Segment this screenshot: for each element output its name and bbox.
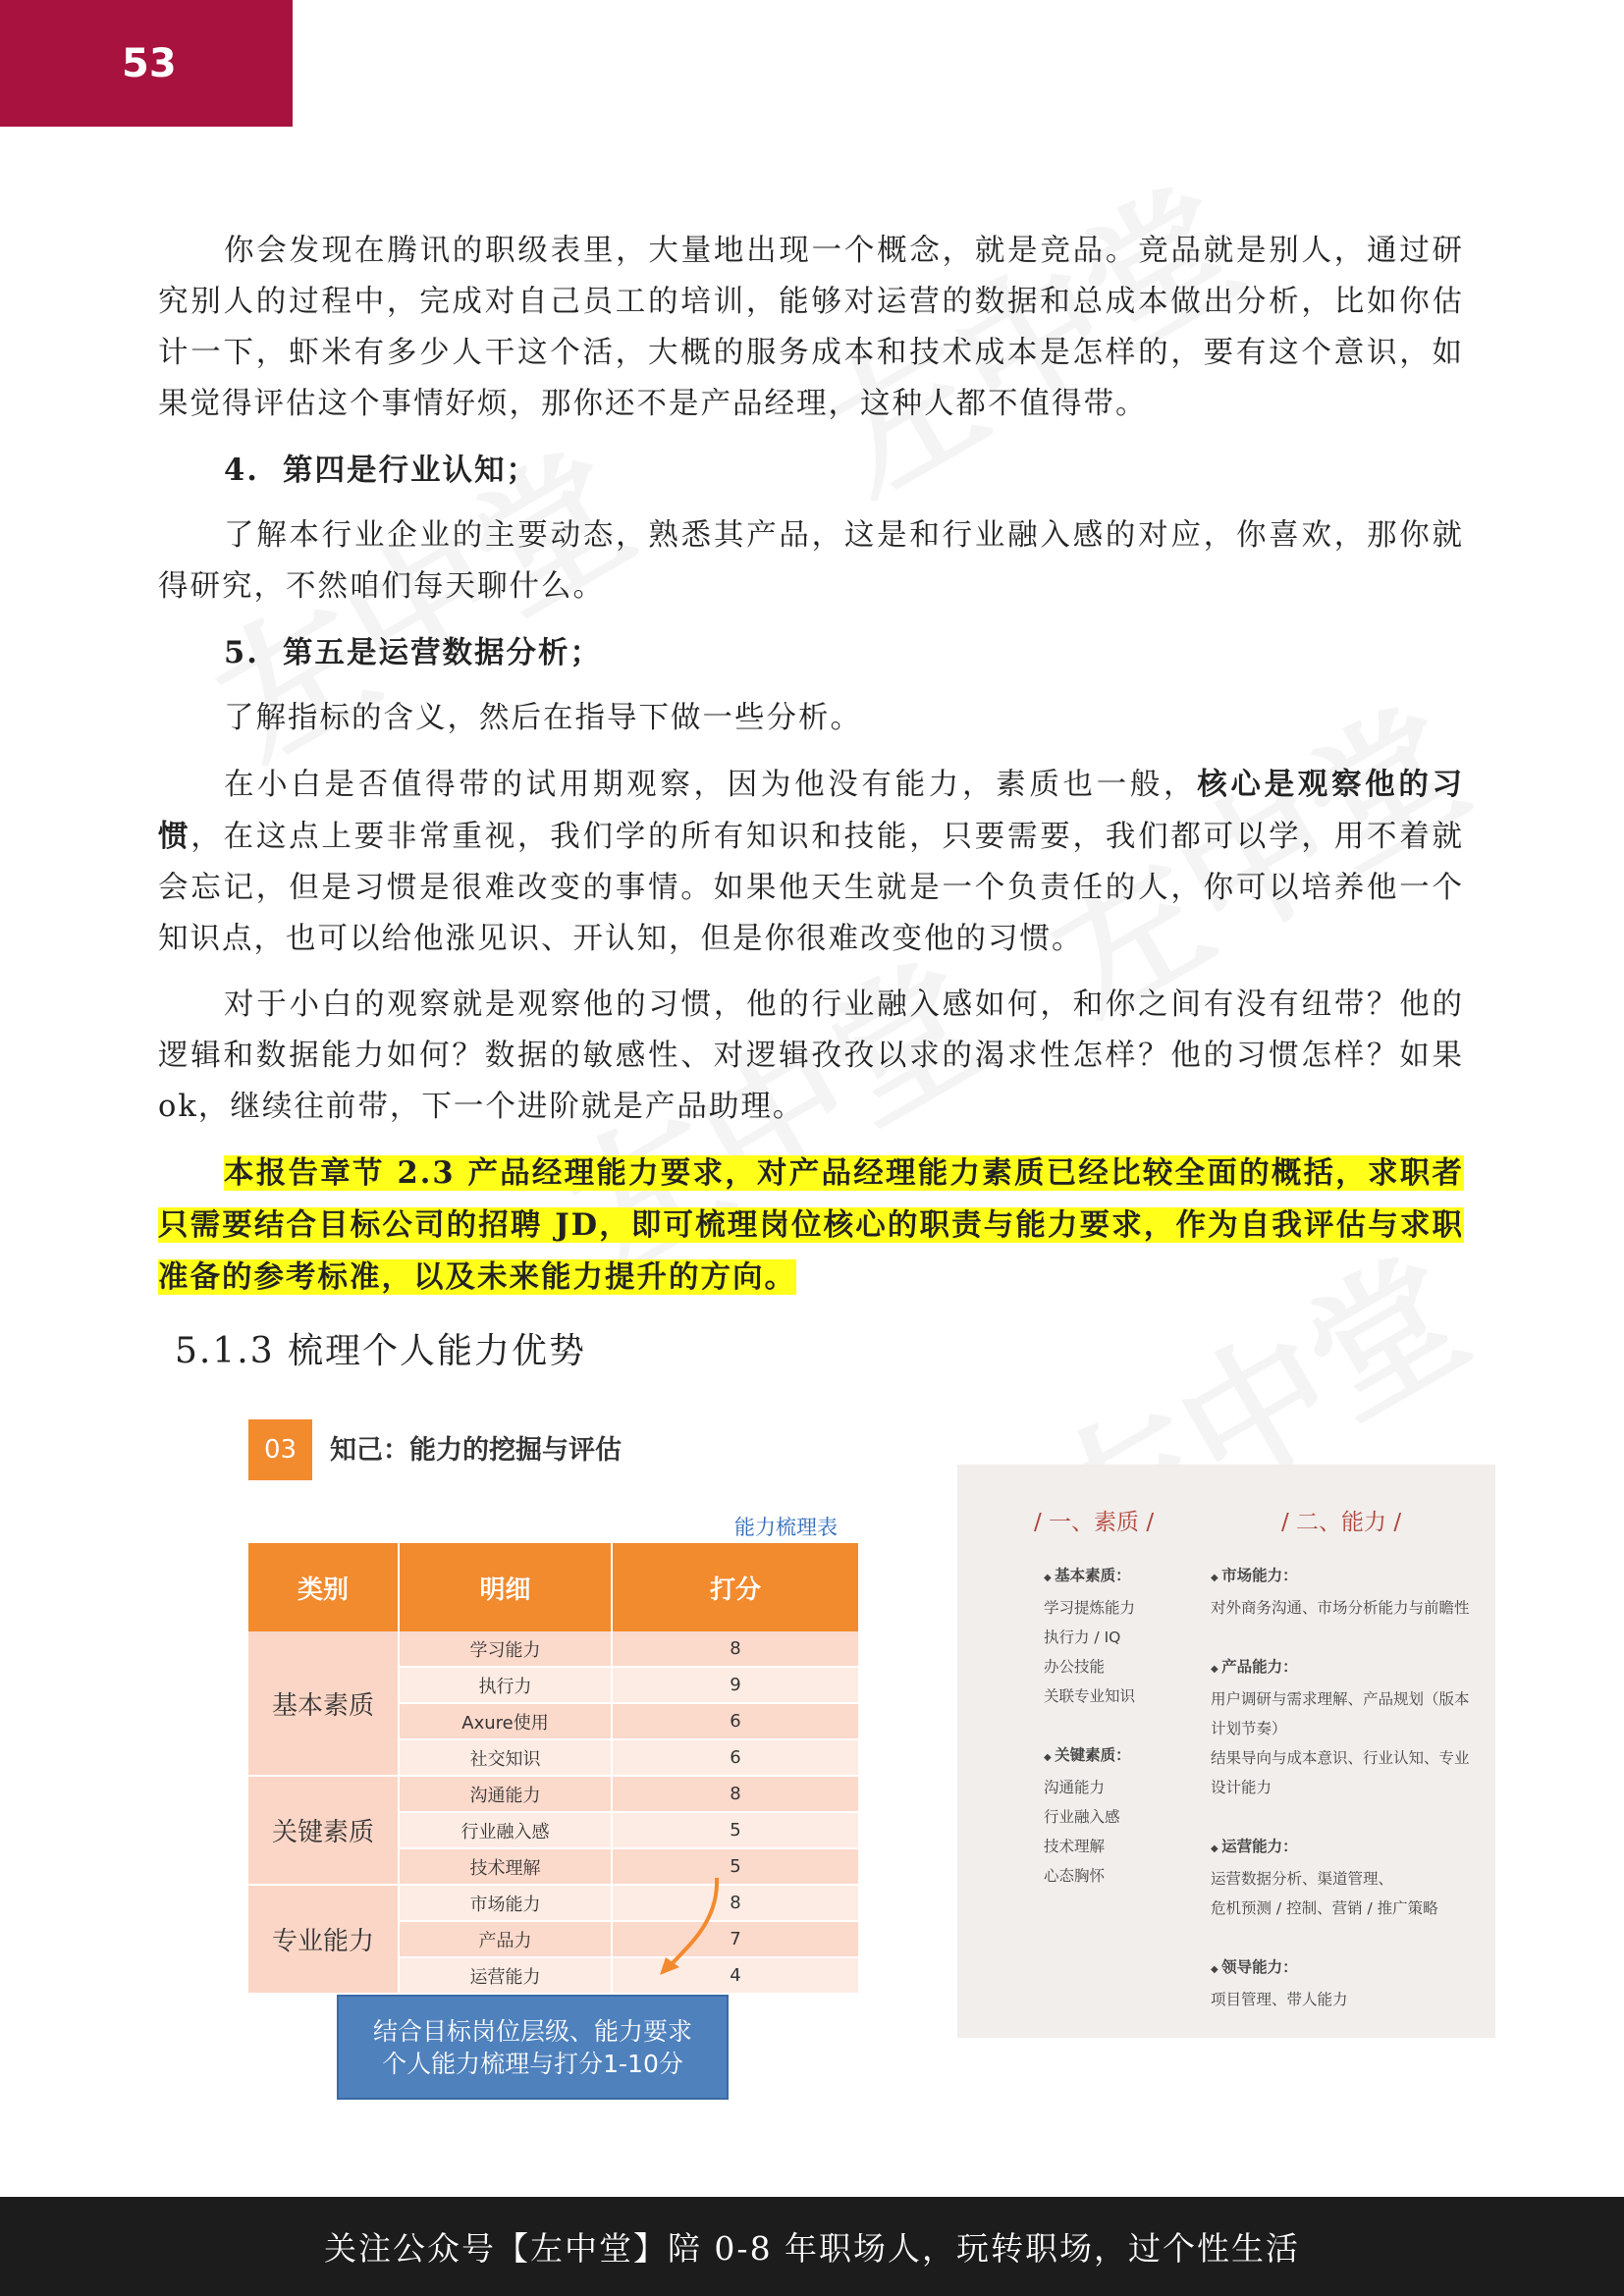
detail-cell: 社交知识 — [399, 1739, 612, 1776]
list-item: 运营数据分析、渠道管理、 — [1211, 1870, 1394, 1888]
list-item: 设计能力 — [1211, 1779, 1272, 1796]
detail-cell: 产品力 — [399, 1921, 612, 1957]
list-item: 执行力 / IQ — [1044, 1629, 1121, 1646]
photo-right-column — [1211, 1561, 1470, 2014]
list-item: 计划节奏） — [1211, 1720, 1287, 1737]
list-item: 沟通能力 — [1044, 1779, 1106, 1796]
list-number: 5. — [224, 635, 259, 670]
table-row — [248, 1776, 859, 1812]
score-cell: 5 — [612, 1812, 859, 1848]
list-heading-5 — [158, 627, 1464, 678]
list-item: 用户调研与需求理解、产品规划（版本 — [1211, 1690, 1470, 1708]
footer-banner — [0, 2197, 1624, 2296]
bold-text: 核心是观察他的习惯 — [158, 767, 1464, 854]
paragraph — [158, 759, 1464, 965]
body-text — [158, 226, 1464, 1318]
detail-cell: 行业融入感 — [399, 1812, 612, 1848]
group-title: ◆ 基本素质： — [1044, 1561, 1135, 1593]
table-caption: 能力梳理表 — [734, 1516, 838, 1539]
note-line: 个人能力梳理与打分1-10分 — [382, 2049, 683, 2078]
group-title: ◆ 市场能力： — [1211, 1561, 1470, 1593]
header-detail: 明细 — [399, 1543, 612, 1631]
highlighted-paragraph — [158, 1148, 1464, 1304]
category-cell: 基本素质 — [248, 1631, 399, 1776]
score-cell: 8 — [612, 1776, 859, 1812]
header-category: 类别 — [248, 1543, 399, 1631]
list-item: 行业融入感 — [1044, 1808, 1120, 1826]
table-row — [248, 1885, 859, 1921]
detail-cell: 沟通能力 — [399, 1776, 612, 1812]
category-cell: 专业能力 — [248, 1885, 399, 1994]
slide-number-tag: 03 — [248, 1419, 312, 1480]
score-cell: 9 — [612, 1667, 859, 1703]
photo-heading-quality: / 一、素质 / — [1034, 1510, 1155, 1535]
photo-heading-ability: / 二、能力 / — [1281, 1510, 1402, 1535]
list-item: 对外商务沟通、市场分析能力与前瞻性 — [1211, 1599, 1470, 1617]
paragraph: 了解本行业企业的主要动态，熟悉其产品，这是和行业融入感的对应，你喜欢，那你就得研究，不然咱们每天聊什么。 — [158, 518, 1464, 604]
list-item: 心态胸怀 — [1044, 1867, 1106, 1885]
section-title: 5.1.3 梳理个人能力优势 — [175, 1331, 587, 1371]
photo-left-column — [1044, 1561, 1135, 1891]
header-score: 打分 — [612, 1543, 859, 1631]
list-item: 办公技能 — [1044, 1658, 1106, 1676]
group-title: ◆ 运营能力： — [1211, 1832, 1470, 1864]
spacer — [1211, 1802, 1470, 1832]
detail-cell: 执行力 — [399, 1667, 612, 1703]
score-cell: 5 — [612, 1848, 859, 1885]
detail-cell: 技术理解 — [399, 1848, 612, 1885]
spacer — [1211, 1923, 1470, 1952]
list-item: 技术理解 — [1044, 1838, 1106, 1855]
detail-cell: 运营能力 — [399, 1957, 612, 1994]
score-cell: 8 — [612, 1885, 859, 1921]
score-cell: 6 — [612, 1739, 859, 1776]
list-heading-text: 第四是行业认知； — [283, 453, 538, 488]
detail-cell: 市场能力 — [399, 1885, 612, 1921]
text-run: 在小白是否值得带的试用期观察，因为他没有能力，素质也一般， — [224, 768, 1198, 802]
paragraph: 了解指标的含义，然后在指导下做一些分析。 — [224, 701, 862, 735]
spacer — [1211, 1623, 1470, 1652]
list-item: 结果导向与成本意识、行业认知、专业 — [1211, 1749, 1470, 1767]
paragraph: 你会发现在腾讯的职级表里，大量地出现一个概念，就是竞品。竞品就是别人，通过研究别人的过程中，完成对自己员工的培训，能够对运营的数据和总成本做出分析，比如你估计一下，虾米有多少人干这个活，大概的服务成本和技术成本是怎样的，要有这个意识，如果觉得评估这个事情好烦，那你还不是产品经理，这种人都不值得带。 — [158, 234, 1464, 421]
score-cell: 4 — [612, 1957, 859, 1994]
group-title: ◆ 领导能力： — [1211, 1952, 1470, 1985]
group-title: ◆ 关键素质： — [1044, 1740, 1135, 1773]
page-number-badge — [0, 0, 293, 127]
table-header-row — [248, 1543, 859, 1631]
score-cell: 7 — [612, 1921, 859, 1957]
highlight-text: 本报告章节 2.3 产品经理能力要求，对产品经理能力素质已经比较全面的概括，求职者只需要结合目标公司的招聘 JD，即可梳理岗位核心的职责与能力要求，作为自我评估与求职准备的参考标准，以及未来能力提升的方向。 — [158, 1155, 1464, 1295]
text-run: ，在这点上要非常重视，我们学的所有知识和技能，只要需要，我们都可以学，用不着就会忘记，但是习惯是很难改变的事情。如果他天生就是一个负责任的人，你可以培养他一个知识点，也可以给他涨见识、开认知，但是你很难改变他的习惯。 — [158, 820, 1465, 956]
page-number: 53 — [122, 40, 177, 86]
note-line: 结合目标岗位层级、能力要求 — [372, 2016, 692, 2046]
list-item: 项目管理、带人能力 — [1211, 1991, 1348, 2008]
list-item: 危机预测 / 控制、营销 / 推广策略 — [1211, 1899, 1438, 1917]
detail-cell: 学习能力 — [399, 1631, 612, 1667]
score-cell: 8 — [612, 1631, 859, 1667]
paragraph: 对于小白的观察就是观察他的习惯，他的行业融入感如何，和你之间有没有纽带？他的逻辑和数据能力如何？数据的敏感性、对逻辑孜孜以求的渴求性怎样？他的习惯怎样？如果ok，继续往前带，下一个进阶就是产品助理。 — [158, 988, 1464, 1124]
category-cell: 关键素质 — [248, 1776, 399, 1885]
table-row — [248, 1631, 859, 1667]
ability-photo-panel — [957, 1465, 1495, 2038]
curved-arrow-icon — [648, 1873, 727, 1981]
group-title: ◆ 产品能力： — [1211, 1652, 1470, 1684]
spacer — [1044, 1711, 1135, 1740]
ability-score-table — [248, 1543, 860, 1995]
list-heading-4 — [158, 445, 1464, 496]
list-number: 4. — [224, 453, 259, 488]
list-item: 学习提炼能力 — [1044, 1599, 1136, 1617]
score-cell: 6 — [612, 1703, 859, 1739]
scoring-note-box — [337, 1995, 729, 2100]
footer-text: 关注公众号【左中堂】陪 0-8 年职场人，玩转职场，过个性生活 — [323, 2229, 1301, 2268]
slide-title: 知己：能力的挖掘与评估 — [330, 1435, 622, 1466]
list-heading-text: 第五是运营数据分析； — [283, 635, 602, 670]
detail-cell: Axure使用 — [399, 1703, 612, 1739]
list-item: 关联专业知识 — [1044, 1687, 1136, 1705]
